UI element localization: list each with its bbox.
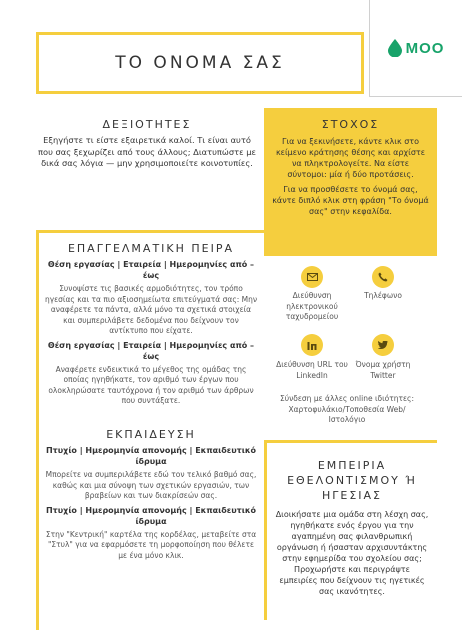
logo-text: MOO	[405, 39, 445, 57]
deg2-text: Στην "Κεντρική" καρτέλα της κορδέλας, μεταβείτε στα "Στυλ" για να εφαρμόσετε τη μορφοποίηση που θέλετε με ένα μόνο κλικ.	[45, 529, 257, 560]
goal-text-1: Για να ξεκινήσετε, κάντε κλικ στο κείμενο κράτησης θέσης και αρχίστε να πληκτρολογείτε. Να είστε σύντομοι: μία ή δύο προτάσεις.	[275, 137, 426, 179]
drop-icon	[388, 39, 402, 57]
volunteer-section	[274, 458, 430, 597]
online-properties[interactable]: Σύνδεση με άλλες online ιδιότητες: Χαρτοφυλάκιο/Τοποθεσία Web/Ιστολόγιο	[280, 394, 414, 424]
skills-title: ΔΕΞΙΟΤΗΤΕΣ	[102, 118, 192, 131]
education-section	[44, 428, 258, 561]
logo	[369, 0, 462, 97]
job1-heading: Θέση εργασίας | Εταιρεία | Ημερομηνίες από – έως	[47, 260, 255, 280]
twitter-icon	[372, 334, 394, 356]
experience-section	[44, 242, 258, 407]
email-icon	[301, 266, 323, 288]
deg2-heading: Πτυχίο | Ημερομηνία απονομής | Εκπαιδευτικό ίδρυμα	[45, 505, 257, 526]
email-label[interactable]: Διεύθυνση ηλεκτρονικού ταχυδρομείου	[285, 291, 339, 321]
job1-text: Συνοψίστε τις βασικές αρμοδιότητες, τον τρόπο ηγεσίας και τα πιο αξιοσημείωτα επιτεύγματά σας: Μην αναφέρετε τα πάντα, αλλά μόνο τα σχετικά στοιχεία και συμπεριλάβετε δεδομένα που δείχνουν τον αντίκτυπο που είχατε.	[44, 284, 258, 335]
twitter-label[interactable]: Όνομα χρήστη Twitter	[355, 360, 411, 380]
goal-text-2: Για να προσθέσετε το όνομά σας, κάντε διπλό κλικ στη φράση "Το όνομά σας" στην κεφαλίδα.	[272, 185, 429, 216]
phone-icon	[372, 266, 394, 288]
volunteer-text: Διοικήσατε μια ομάδα στη λέσχη σας, ηγηθήκατε ενός έργου για την αγαπημένη σας φιλανθρωπική οργάνωση ή ήσασταν αρχισυντάκτης στην εφημερίδα του σχολείου σας; Προχωρήστε και περιγράψτε εμπειρίες που δείχνουν τις ηγετικές σας ικανότητες.	[275, 510, 429, 596]
job2-heading: Θέση εργασίας | Εταιρεία | Ημερομηνίες από – έως	[47, 340, 255, 361]
page-title: ΤΟ ΟΝΟΜΑ ΣΑΣ	[115, 53, 285, 73]
volunteer-title: ΕΜΠΕΙΡΙΑ ΕΘΕΛΟΝΤΙΣΜΟΥ Ή ΗΓΕΣΙΑΣ	[287, 459, 417, 502]
job2-text: Αναφέρετε ενδεικτικά το μέγεθος της ομάδας της οποίας ηγηθήκατε, τον αριθμό των έργων που ολοκληρώσατε ταυτόχρονα ή τον αριθμό των άρθρων που συντάξατε.	[48, 364, 254, 405]
linkedin-icon	[301, 334, 323, 356]
skills-section	[36, 118, 258, 170]
linkedin-label[interactable]: Διεύθυνση URL του LinkedIn	[276, 360, 348, 380]
goal-box	[264, 108, 437, 256]
deg1-heading: Πτυχίο | Ημερομηνία απονομής | Εκπαιδευτικό ίδρυμα	[45, 446, 257, 466]
skills-text: Εξηγήστε τι είστε εξαιρετικά καλοί. Τι είναι αυτό που σας ξεχωρίζει από τους άλλους; Διατυπώστε με δικά σας λόγια — μην χρησιμοποιείτε κοινοτυπίες.	[38, 135, 256, 168]
experience-title: ΕΠΑΓΓΕΛΜΑΤΙΚΗ ΠΕΙΡΑ	[67, 242, 235, 255]
name-banner	[36, 32, 364, 94]
deg1-text: Μπορείτε να συμπεριλάβετε εδώ τον τελικό βαθμό σας, καθώς και μια σύνοψη των σχετικών εργασιών, των βραβείων και των διακρίσεών σας.	[45, 470, 257, 500]
goal-title: ΣΤΟΧΟΣ	[321, 118, 380, 131]
phone-label[interactable]: Τηλέφωνο	[364, 291, 402, 300]
education-title: ΕΚΠΑΙΔΕΥΣΗ	[106, 428, 196, 441]
